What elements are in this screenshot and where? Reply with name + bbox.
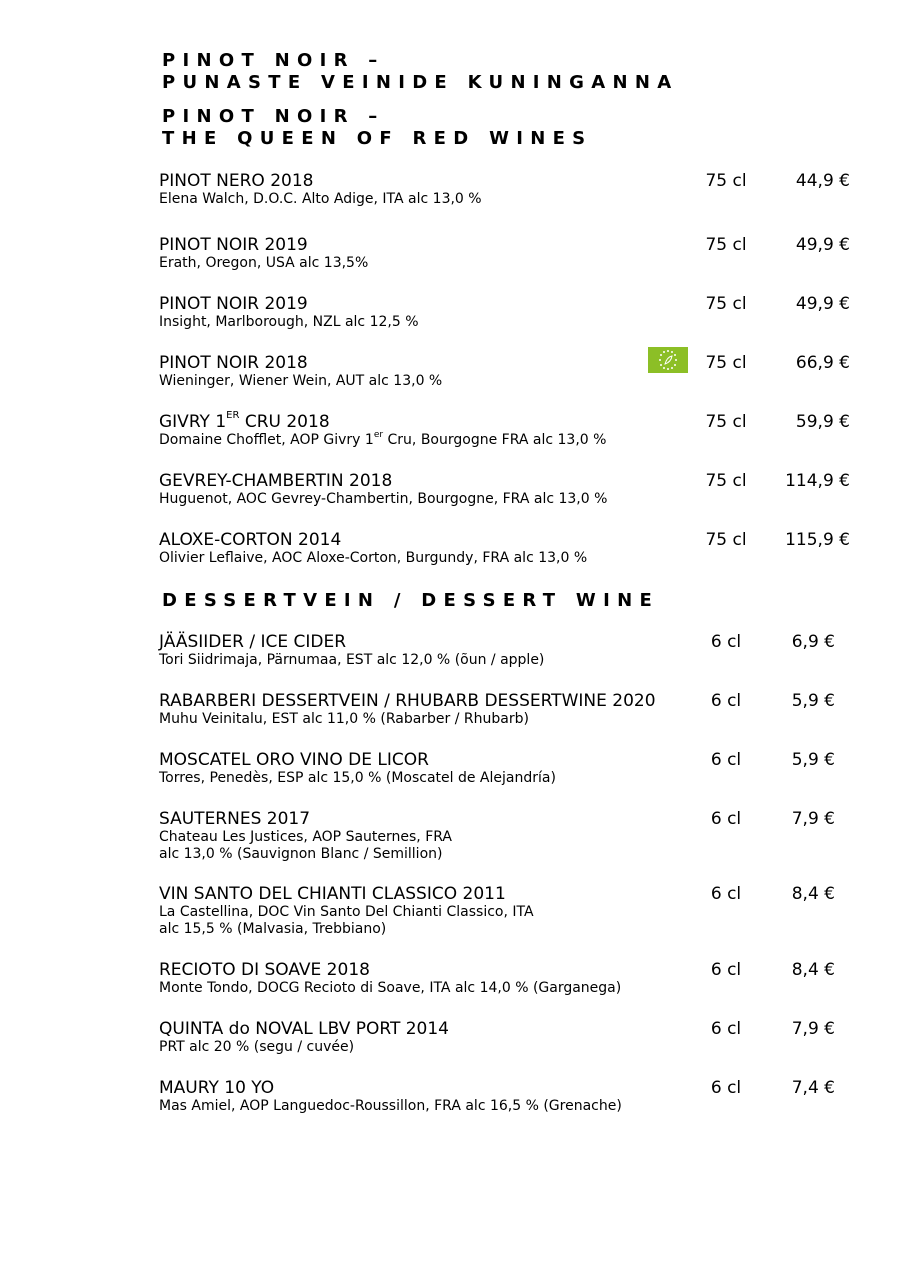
wine-price: 8,4 € (791, 960, 835, 980)
wine-price: 44,9 € (795, 171, 850, 191)
wine-description: Domaine Chofflet, AOP Givry 1er Cru, Bourgogne FRA alc 13,0 % (159, 430, 607, 448)
wine-name: ALOXE-CORTON 2014 (159, 530, 342, 550)
wine-price: 114,9 € (785, 471, 850, 491)
wine-name: RABARBERI DESSERTVEIN / RHUBARB DESSERTWINE 2020 (159, 691, 656, 711)
wine-price: 115,9 € (785, 530, 850, 550)
section-heading-pinot-et-subtitle: PUNASTE VEINIDE KUNINGANNA (162, 72, 679, 93)
section-heading-dessert: DESSERTVEIN / DESSERT WINE (162, 590, 660, 611)
wine-volume: 75 cl (705, 294, 747, 314)
wine-price: 7,9 € (791, 1019, 835, 1039)
wine-description: Huguenot, AOC Gevrey-Chambertin, Bourgogne, FRA alc 13,0 % (159, 491, 608, 507)
wine-description: Insight, Marlborough, NZL alc 12,5 % (159, 314, 419, 330)
wine-name: SAUTERNES 2017 (159, 809, 311, 829)
section-heading-pinot-et: PINOT NOIR – (162, 50, 385, 71)
wine-volume: 6 cl (710, 750, 742, 770)
wine-price: 7,4 € (791, 1078, 835, 1098)
wine-price: 6,9 € (791, 632, 835, 652)
section-heading-pinot-en-subtitle: THE QUEEN OF RED WINES (162, 128, 593, 149)
wine-name: JÄÄSIIDER / ICE CIDER (159, 632, 346, 652)
wine-name: PINOT NERO 2018 (159, 171, 314, 191)
wine-volume: 6 cl (710, 691, 742, 711)
wine-description: La Castellina, DOC Vin Santo Del Chianti Classico, ITA (159, 904, 534, 920)
wine-volume: 75 cl (705, 471, 747, 491)
wine-volume: 6 cl (710, 809, 742, 829)
wine-name: GIVRY 1ER CRU 2018 (159, 410, 330, 432)
section-heading-pinot-en: PINOT NOIR – (162, 106, 385, 127)
wine-description: Monte Tondo, DOCG Recioto di Soave, ITA alc 14,0 % (Garganega) (159, 980, 622, 996)
wine-description: Erath, Oregon, USA alc 13,5% (159, 255, 369, 271)
wine-price: 59,9 € (795, 412, 850, 432)
wine-description: Torres, Penedès, ESP alc 15,0 % (Moscatel de Alejandría) (159, 770, 556, 786)
wine-volume: 75 cl (705, 235, 747, 255)
wine-volume: 6 cl (710, 884, 742, 904)
wine-volume: 6 cl (710, 960, 742, 980)
wine-price: 5,9 € (791, 750, 835, 770)
wine-name: PINOT NOIR 2019 (159, 294, 308, 314)
wine-name: QUINTA do NOVAL LBV PORT 2014 (159, 1019, 449, 1039)
wine-name: RECIOTO DI SOAVE 2018 (159, 960, 370, 980)
wine-description: Wieninger, Wiener Wein, AUT alc 13,0 % (159, 373, 443, 389)
wine-name: GEVREY-CHAMBERTIN 2018 (159, 471, 393, 491)
wine-price: 7,9 € (791, 809, 835, 829)
wine-volume: 6 cl (710, 1019, 742, 1039)
wine-volume: 75 cl (705, 171, 747, 191)
wine-description: Chateau Les Justices, AOP Sauternes, FRA (159, 829, 452, 845)
wine-price: 49,9 € (795, 294, 850, 314)
wine-description: PRT alc 20 % (segu / cuvée) (159, 1039, 355, 1055)
wine-name: MAURY 10 YO (159, 1078, 275, 1098)
eu-organic-leaf-icon (648, 347, 688, 373)
wine-price: 8,4 € (791, 884, 835, 904)
wine-name: MOSCATEL ORO VINO DE LICOR (159, 750, 429, 770)
wine-price: 66,9 € (795, 353, 850, 373)
wine-price: 5,9 € (791, 691, 835, 711)
wine-name: PINOT NOIR 2018 (159, 353, 308, 373)
wine-volume: 6 cl (710, 1078, 742, 1098)
wine-description: Elena Walch, D.O.C. Alto Adige, ITA alc 13,0 % (159, 191, 482, 207)
wine-name: PINOT NOIR 2019 (159, 235, 308, 255)
wine-volume: 6 cl (710, 632, 742, 652)
wine-description: Olivier Leflaive, AOC Aloxe-Corton, Burgundy, FRA alc 13,0 % (159, 550, 588, 566)
wine-name: VIN SANTO DEL CHIANTI CLASSICO 2011 (159, 884, 506, 904)
wine-price: 49,9 € (795, 235, 850, 255)
wine-description: Mas Amiel, AOP Languedoc-Roussillon, FRA alc 16,5 % (Grenache) (159, 1098, 622, 1114)
wine-volume: 75 cl (705, 353, 747, 373)
wine-description-line-2: alc 13,0 % (Sauvignon Blanc / Semillion) (159, 846, 443, 862)
wine-description: Muhu Veinitalu, EST alc 11,0 % (Rabarber / Rhubarb) (159, 711, 529, 727)
wine-description: Tori Siidrimaja, Pärnumaa, EST alc 12,0 % (õun / apple) (159, 652, 545, 668)
wine-description-line-2: alc 15,5 % (Malvasia, Trebbiano) (159, 921, 387, 937)
wine-volume: 75 cl (705, 412, 747, 432)
wine-volume: 75 cl (705, 530, 747, 550)
